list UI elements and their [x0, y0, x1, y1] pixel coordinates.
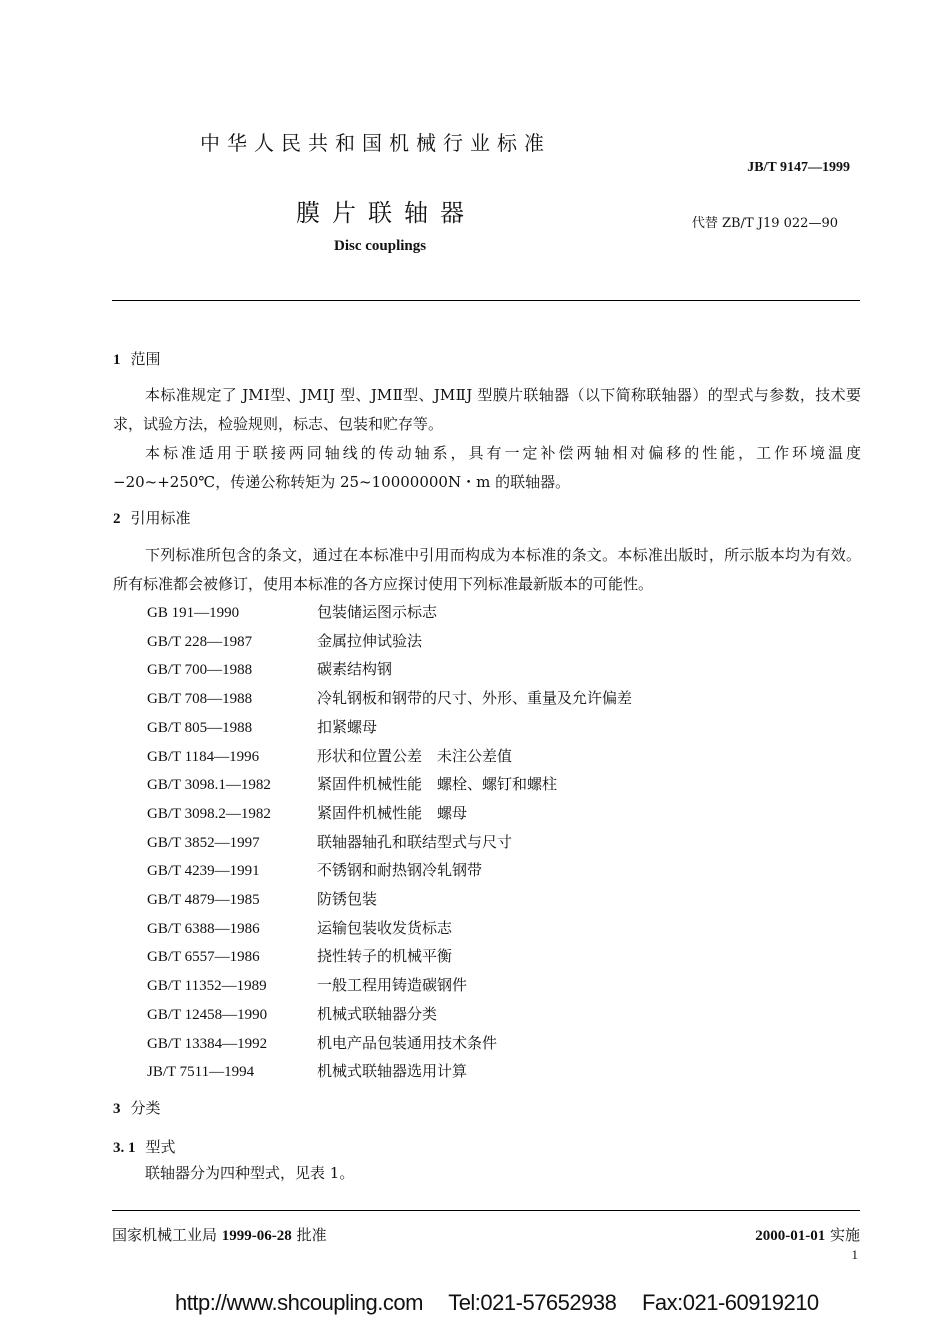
- reference-title: 碳素结构钢: [317, 660, 393, 679]
- reference-code: GB/T 12458—1990: [147, 1006, 268, 1023]
- reference-row: [147, 770, 557, 799]
- header-divider: [112, 300, 860, 301]
- section-2-heading: [113, 507, 191, 528]
- reference-title: 紧固件机械性能 螺母: [317, 803, 468, 822]
- reference-title: 冷轧钢板和钢带的尺寸、外形、重量及允许偏差: [317, 689, 633, 708]
- reference-code: GB/T 1184—1996: [147, 748, 260, 765]
- reference-title: 防锈包装: [317, 890, 378, 908]
- reference-code: GB/T 6557—1986: [147, 949, 260, 966]
- section-1-paragraph-1: 本标准规定了 JMⅠ型、JMⅠJ 型、JMⅡ型、JMⅡJ 型膜片联轴器（以下简称联轴器）的型式与参数，技术要求，试验方法，检验规则，标志、包装和贮存等。: [113, 386, 861, 433]
- reference-code: GB/T 3852—1997: [147, 834, 260, 851]
- english-title: Disc couplings: [334, 238, 427, 254]
- effective-date: 2000-01-01: [755, 1228, 826, 1244]
- reference-code: GB/T 708—1988: [147, 691, 253, 708]
- reference-code: JB/T 7511—1994: [147, 1064, 255, 1081]
- reference-title: 紧固件机械性能 螺栓、螺钉和螺柱: [317, 775, 558, 794]
- reference-row: [147, 1057, 467, 1086]
- section-number: 3: [113, 1101, 121, 1117]
- reference-title: 金属拉伸试验法: [317, 631, 423, 650]
- document-title: 膜片联轴器: [296, 199, 476, 227]
- section-title: 范围: [130, 350, 161, 368]
- reference-row: [147, 713, 377, 742]
- issuer: 国家机械工业局: [112, 1226, 218, 1244]
- reference-title: 不锈钢和耐热钢冷轧钢带: [317, 861, 483, 880]
- replaces-note: 代替 ZB/T J19 022—90: [691, 216, 838, 231]
- reference-row: [147, 942, 452, 971]
- subsection-3-1-paragraph: 联轴器分为四种型式，见表 1。: [145, 1164, 355, 1182]
- subsection-3-1-heading: [113, 1136, 176, 1157]
- reference-code: GB/T 3098.1—1982: [147, 777, 271, 794]
- reference-row: [147, 684, 632, 713]
- section-number: 1: [113, 352, 121, 368]
- reference-code: GB/T 6388—1986: [147, 920, 260, 937]
- reference-title: 运输包装收发货标志: [317, 918, 453, 937]
- section-2-paragraph: 下列标准所包含的条文，通过在本标准中引用而构成为本标准的条文。本标准出版时，所示版本均为有效。所有标准都会被修订，使用本标准的各方应探讨使用下列标准最新版本的可能性。: [113, 546, 861, 593]
- reference-code: GB/T 4879—1985: [147, 892, 260, 908]
- page-number: 1: [851, 1247, 858, 1262]
- reference-row: [147, 914, 452, 943]
- contact-line: [175, 1290, 839, 1316]
- reference-code: GB/T 11352—1989: [147, 978, 267, 995]
- reference-code: GB/T 228—1987: [147, 633, 253, 650]
- reference-row: [147, 828, 512, 857]
- effective-line: [755, 1224, 860, 1245]
- approve-date: 1999-06-28: [221, 1228, 292, 1244]
- reference-row: [147, 598, 437, 627]
- section-number: 2: [113, 511, 121, 527]
- reference-title: 一般工程用铸造碳钢件: [317, 976, 468, 995]
- subsection-number: 3. 1: [113, 1140, 136, 1156]
- reference-title: 机械式联轴器分类: [317, 1004, 438, 1023]
- website-link[interactable]: http://www.shcoupling.com: [175, 1290, 423, 1315]
- reference-code: GB/T 4239—1991: [147, 863, 260, 880]
- approve-label: 批准: [296, 1226, 327, 1244]
- reference-row: [147, 742, 512, 771]
- reference-row: [147, 1029, 497, 1058]
- reference-title: 包装储运图示标志: [317, 603, 438, 621]
- reference-row: [147, 856, 482, 885]
- section-title: 分类: [130, 1099, 161, 1117]
- approval-line: [112, 1224, 327, 1245]
- reference-title: 机电产品包装通用技术条件: [317, 1033, 498, 1052]
- org-title: 中华人民共和国机械行业标准: [200, 131, 551, 155]
- reference-code: GB/T 805—1988: [147, 719, 253, 736]
- reference-row: [147, 1000, 437, 1029]
- subsection-title: 型式: [145, 1138, 176, 1156]
- section-1-heading: [113, 348, 161, 369]
- section-title: 引用标准: [130, 509, 191, 527]
- section-3-heading: [113, 1097, 161, 1118]
- section-1-paragraph-2: 本标准适用于联接两同轴线的传动轴系，具有一定补偿两轴相对偏移的性能，工作环境温度−20~+250℃，传递公称转矩为 25~10000000N・m 的联轴器。: [113, 444, 861, 491]
- reference-row: [147, 885, 377, 914]
- reference-title: 形状和位置公差 未注公差值: [317, 746, 513, 765]
- effective-label: 实施: [829, 1226, 860, 1244]
- reference-code: GB/T 700—1988: [147, 662, 253, 679]
- standard-number: JB/T 9147—1999: [747, 160, 850, 175]
- fax: Fax:021-60919210: [641, 1290, 819, 1315]
- reference-code: GB/T 3098.2—1982: [147, 805, 271, 822]
- reference-code: GB 191—1990: [147, 605, 240, 621]
- reference-title: 机械式联轴器选用计算: [317, 1062, 468, 1081]
- reference-row: [147, 627, 422, 656]
- reference-title: 扣紧螺母: [317, 717, 378, 736]
- footer-divider: [112, 1210, 860, 1211]
- reference-row: [147, 971, 467, 1000]
- reference-title: 联轴器轴孔和联结型式与尺寸: [317, 832, 513, 851]
- telephone: Tel:021-57652938: [448, 1290, 617, 1315]
- reference-code: GB/T 13384—1992: [147, 1035, 268, 1052]
- reference-title: 挠性转子的机械平衡: [317, 947, 453, 966]
- reference-row: [147, 799, 467, 828]
- reference-row: [147, 655, 392, 684]
